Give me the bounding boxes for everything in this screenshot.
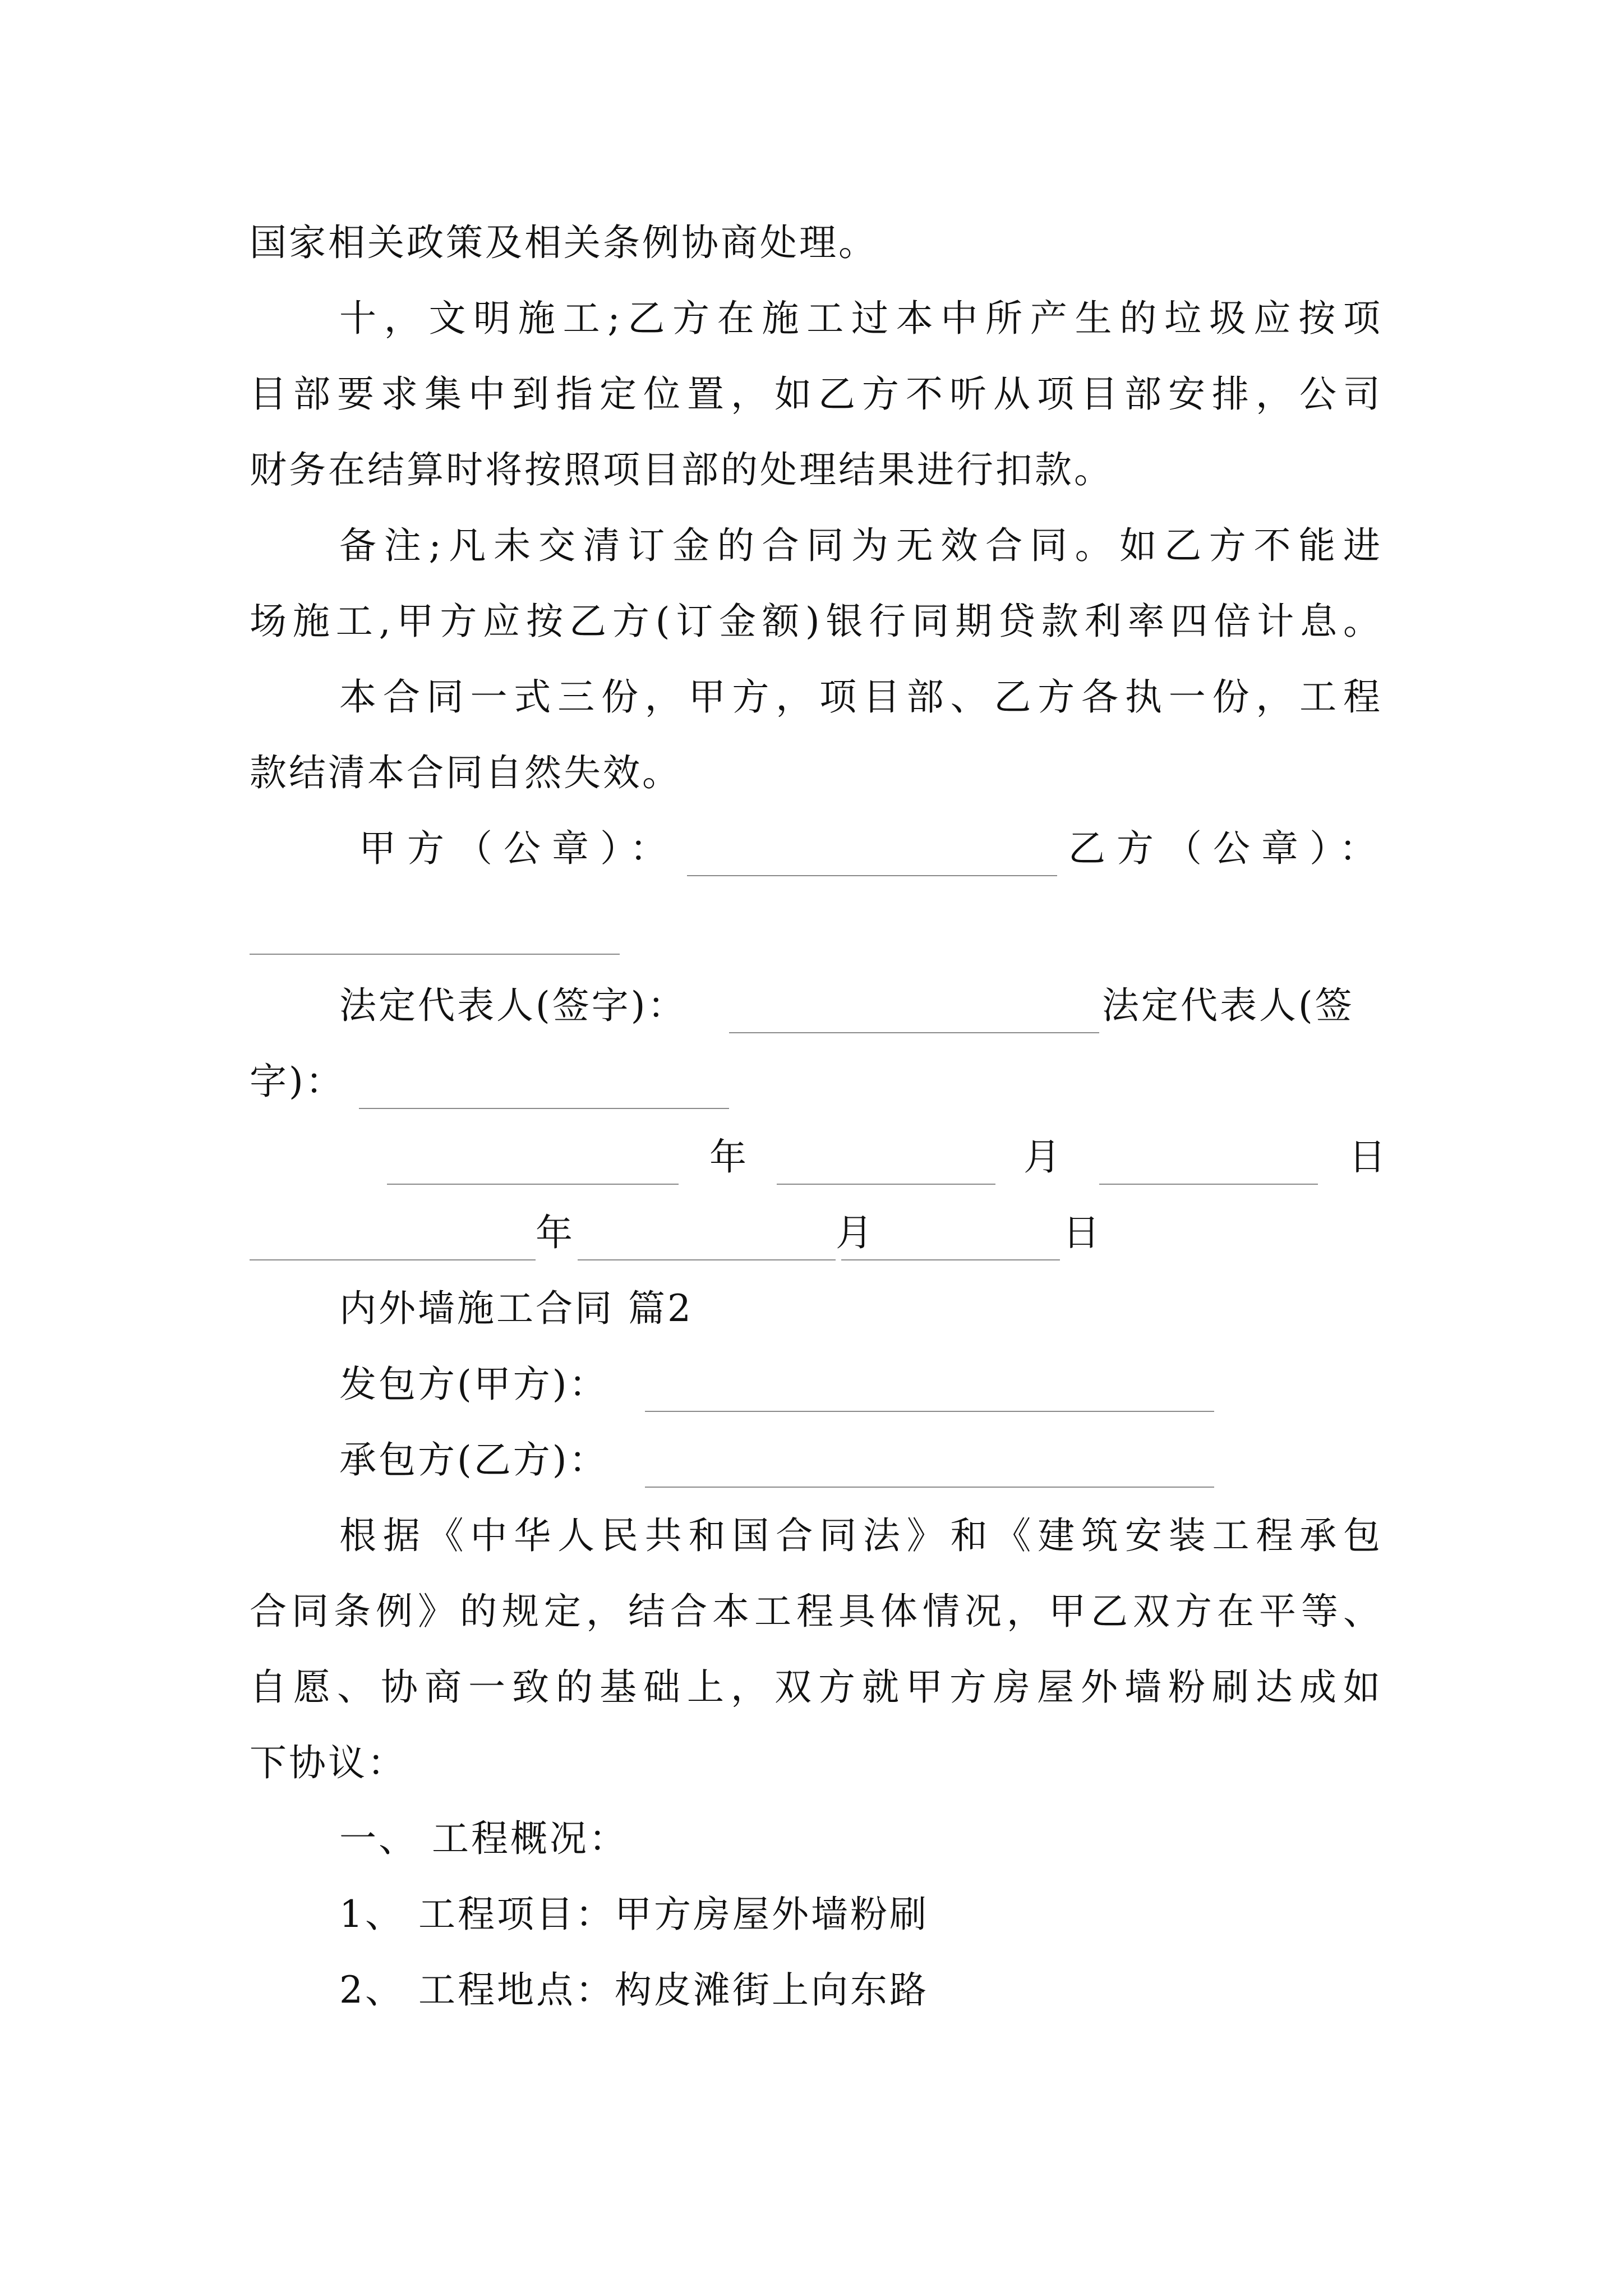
- text-line: 国家相关政策及相关条例协商处理。: [250, 221, 878, 264]
- date-b-month-label: 月: [836, 1211, 875, 1254]
- text-line: 自愿、协商一致的基础上，双方就甲方房屋外墙粉刷达成如: [250, 1665, 1382, 1709]
- date-b-day-label: 日: [1063, 1211, 1102, 1254]
- text-line: 目部要求集中到指定位置，如乙方不听从项目部安排，公司: [250, 372, 1382, 416]
- date-b-month-blank: [578, 1226, 836, 1260]
- text-line: 下协议：: [250, 1741, 407, 1784]
- copies-line: 本合同一式三份，甲方，项目部、乙方各执一份，工程: [339, 675, 1382, 719]
- list-item: 1、 工程项目：甲方房屋外墙粉刷: [339, 1893, 929, 1936]
- date-a-day-blank: [1099, 1150, 1318, 1185]
- rep-b-label: 法定代表人(签: [1102, 984, 1354, 1027]
- party-b-seal-blank: [250, 920, 620, 955]
- date-b-day-blank: [841, 1226, 1060, 1260]
- employer-label: 发包方(甲方)：: [339, 1363, 608, 1406]
- rep-a-label: 法定代表人(签字)：: [339, 984, 687, 1027]
- party-a-seal-label: 甲方（公章）：: [359, 827, 678, 870]
- date-b-year-blank: [250, 1226, 536, 1260]
- party-b-seal-label: 乙方（公章）：: [1068, 827, 1387, 870]
- text-line: 财务在结算时将按照项目部的处理结果进行扣款。: [250, 448, 1113, 491]
- rep-b-label-cont: 字)：: [250, 1060, 345, 1103]
- date-a-day-label: 日: [1349, 1135, 1388, 1179]
- date-a-month-blank: [777, 1150, 995, 1185]
- party-a-seal-blank: [687, 841, 1057, 876]
- rep-b-blank: [359, 1074, 729, 1109]
- list-item: 2、 工程地点：构皮滩街上向东路: [339, 1968, 929, 2012]
- text-line: 合同条例》的规定，结合本工程具体情况，甲乙双方在平等、: [250, 1590, 1382, 1633]
- rep-a-blank: [729, 999, 1099, 1033]
- date-a-year-label: 年: [709, 1135, 749, 1179]
- contractor-label: 承包方(乙方)：: [339, 1438, 608, 1481]
- section-title: 内外墙施工合同 篇2: [339, 1287, 693, 1330]
- employer-blank: [645, 1377, 1214, 1412]
- contractor-blank: [645, 1453, 1214, 1488]
- date-a-month-label: 月: [1023, 1135, 1063, 1179]
- clause-ten-line: 十，文明施工;乙方在施工过本中所产生的垃圾应按项: [339, 297, 1382, 340]
- text-line: 款结清本合同自然失效。: [250, 751, 681, 794]
- remark-line: 备注;凡未交清订金的合同为无效合同。如乙方不能进: [339, 524, 1382, 567]
- text-line: 根据《中华人民共和国合同法》和《建筑安装工程承包: [339, 1514, 1382, 1557]
- text-line: 场施工,甲方应按乙方(订金额)银行同期贷款利率四倍计息。: [250, 600, 1382, 643]
- heading-project-overview: 一、 工程概况：: [339, 1817, 628, 1860]
- date-b-year-label: 年: [536, 1211, 575, 1254]
- date-a-year-blank: [387, 1150, 679, 1185]
